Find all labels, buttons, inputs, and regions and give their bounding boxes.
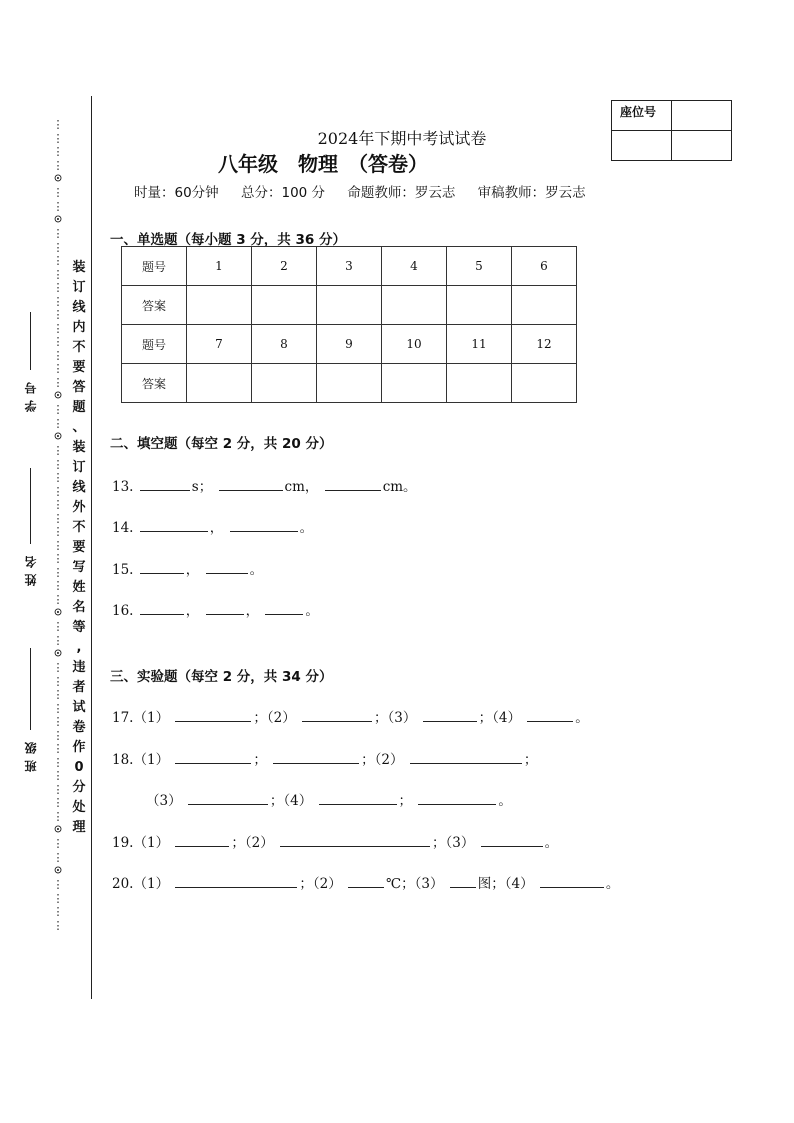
binding-notice-char: 名: [72, 600, 86, 615]
blank[interactable]: [206, 559, 248, 574]
table-row: [122, 325, 577, 364]
binding-dots: ⋮: [52, 565, 64, 579]
binding-dots: ⋮: [52, 579, 64, 592]
binding-line: [91, 96, 92, 999]
binding-dots: ⋮: [52, 348, 64, 362]
binding-dots: ⋮: [52, 362, 64, 375]
student-name-field[interactable]: [20, 468, 40, 586]
question-number: 12: [512, 325, 577, 364]
binding-dots: ⋮: [52, 335, 64, 348]
blank[interactable]: [273, 749, 359, 764]
binding-dots: ⋮: [52, 796, 64, 809]
binding-dots: ⋮: [52, 227, 64, 240]
binding-notice-char: 写: [72, 560, 86, 575]
binding-notice-char: 要: [72, 360, 86, 375]
question-number: 2: [252, 247, 317, 286]
binding-circle-icon: ⊙: [54, 429, 62, 444]
blank[interactable]: [418, 790, 496, 805]
binding-dots: ⋮: [52, 281, 64, 294]
binding-dots: ⋮: [52, 484, 64, 498]
exam-subtitle: 八年级 物理 （答卷）: [218, 152, 428, 176]
binding-notice-char: 装: [72, 440, 86, 455]
binding-dots: ⋮: [52, 186, 64, 199]
blank[interactable]: [175, 873, 297, 888]
binding-dots: ⋮: [52, 511, 64, 525]
binding-dots: ⋮: [52, 742, 64, 755]
binding-dots: ⋮: [52, 267, 64, 281]
binding-notice-char: 理: [72, 820, 86, 835]
binding-dots: ⋮: [52, 891, 64, 905]
answer-cell[interactable]: [317, 364, 382, 403]
binding-notice-char: 订: [72, 460, 86, 475]
student-name-label: 姓名: [23, 550, 38, 586]
question-number: 10: [382, 325, 447, 364]
binding-notice-char: 题: [72, 400, 86, 415]
binding-dots: ⋮: [52, 715, 64, 728]
answer-cell[interactable]: [187, 286, 252, 325]
question-14: 14. ， 。: [112, 516, 313, 536]
question-number: 8: [252, 325, 317, 364]
section-title: 三、实验题（每空 2 分，共 34 分）: [110, 669, 333, 685]
binding-dots: ⋮: [52, 525, 64, 538]
binding-notice-char: 订: [72, 280, 86, 295]
answer-cell[interactable]: [447, 364, 512, 403]
question-18: 18.（1） ； ；（2） ；: [112, 748, 537, 768]
binding-dots: ⋮: [52, 674, 64, 688]
reviewer-teacher: 审稿教师：罗云志: [477, 185, 586, 201]
binding-notice-char: 分: [72, 780, 86, 795]
binding-dots: ⋮: [52, 471, 64, 484]
binding-notice-char: 0: [74, 760, 84, 775]
binding-dots: ⋮: [52, 701, 64, 715]
blank[interactable]: [527, 707, 573, 722]
binding-notice-char: 线: [72, 300, 86, 315]
binding-circle-icon: ⊙: [54, 822, 62, 837]
binding-dots: ⋮: [52, 444, 64, 457]
question-19: 19.（1） ；（2） ；（3） 。: [112, 831, 558, 851]
time-limit: 时量：60分钟: [134, 185, 219, 201]
binding-notice-char: 、: [72, 420, 86, 435]
blank[interactable]: [175, 749, 251, 764]
answer-cell[interactable]: [317, 286, 382, 325]
section-title: 一、单选题（每小题 3 分，共 36 分）: [110, 232, 346, 248]
table-row: [122, 247, 577, 286]
binding-notice-char: 不: [72, 520, 86, 535]
question-number: 3: [317, 247, 382, 286]
row-label: 题号: [122, 325, 187, 364]
question-20: 20.（1） ；（2） ℃；（3） 图；（4） 。: [112, 872, 619, 892]
blank[interactable]: [302, 707, 372, 722]
binding-dots: ⋮: [52, 240, 64, 254]
binding-circle-icon: ⊙: [54, 646, 62, 661]
binding-notice-char: 不: [72, 340, 86, 355]
question-number: 1: [187, 247, 252, 286]
binding-notice-char: 卷: [72, 720, 86, 735]
question-18-part2: （3） ；（4） ； 。: [146, 789, 512, 809]
binding-notice-char: 要: [72, 540, 86, 555]
binding-dots: ⋮: [52, 131, 64, 145]
class-label: 班级: [23, 736, 38, 772]
binding-notice-char: 装: [72, 260, 86, 275]
binding-dots: ⋮: [52, 850, 64, 864]
blank[interactable]: [140, 600, 184, 615]
binding-dots: ⋮: [52, 755, 64, 769]
setter-teacher: 命题教师：罗云志: [347, 185, 456, 201]
binding-circle-icon: ⊙: [54, 605, 62, 620]
binding-dotted-line: [50, 118, 66, 932]
binding-dots: ⋮: [52, 294, 64, 308]
question-number: 11: [447, 325, 512, 364]
blank[interactable]: [140, 476, 190, 491]
binding-dots: ⋮: [52, 728, 64, 742]
blank[interactable]: [206, 600, 244, 615]
binding-notice-char: 线: [72, 480, 86, 495]
binding-dots: ⋮: [52, 661, 64, 674]
question-15: 15. ， 。: [112, 558, 263, 578]
exam-meta: [134, 181, 604, 201]
binding-dots: ⋮: [52, 809, 64, 823]
table-row: [122, 286, 577, 325]
question-number: 4: [382, 247, 447, 286]
blank[interactable]: [325, 476, 381, 491]
binding-circle-icon: ⊙: [54, 212, 62, 227]
binding-dots: ⋮: [52, 158, 64, 172]
binding-dots: ⋮: [52, 837, 64, 850]
blank[interactable]: [230, 517, 298, 532]
binding-dots: ⋮: [52, 199, 64, 213]
binding-dots: ⋮: [52, 620, 64, 633]
answer-cell[interactable]: [382, 364, 447, 403]
binding-circle-icon: ⊙: [54, 863, 62, 878]
blank[interactable]: [410, 749, 522, 764]
student-id-label: 学号: [23, 376, 38, 412]
binding-dots: ⋮: [52, 118, 64, 131]
binding-dots: ⋮: [52, 878, 64, 891]
binding-notice-char: 外: [72, 500, 86, 515]
binding-dots: ⋮: [52, 592, 64, 606]
answer-cell[interactable]: [512, 364, 577, 403]
binding-dots: ⋮: [52, 375, 64, 389]
blank[interactable]: [423, 707, 477, 722]
question-number: 9: [317, 325, 382, 364]
question-number: 7: [187, 325, 252, 364]
blank[interactable]: [175, 832, 229, 847]
binding-dots: ⋮: [52, 782, 64, 796]
class-field[interactable]: [20, 648, 40, 772]
row-label: 题号: [122, 247, 187, 286]
blank[interactable]: [175, 707, 251, 722]
section-title: 二、填空题（每空 2 分，共 20 分）: [110, 436, 333, 452]
blank[interactable]: [140, 517, 208, 532]
exam-title: 2024年下期中考试试卷: [317, 129, 487, 148]
blank[interactable]: [540, 873, 604, 888]
binding-dots: ⋮: [52, 308, 64, 321]
blank[interactable]: [280, 832, 430, 847]
blank[interactable]: [319, 790, 397, 805]
blank[interactable]: [481, 832, 543, 847]
binding-dots: ⋮: [52, 538, 64, 552]
binding-dots: ⋮: [52, 457, 64, 471]
answer-cell[interactable]: [382, 286, 447, 325]
binding-dots: ⋮: [52, 552, 64, 565]
binding-dots: ⋮: [52, 918, 64, 932]
blank[interactable]: [450, 873, 476, 888]
blank[interactable]: [140, 559, 184, 574]
blank[interactable]: [348, 873, 384, 888]
student-id-field[interactable]: [20, 312, 40, 412]
answer-cell[interactable]: [447, 286, 512, 325]
answer-cell[interactable]: [252, 286, 317, 325]
binding-dots: ⋮: [52, 403, 64, 416]
binding-notice-char: 作: [72, 740, 86, 755]
answer-cell[interactable]: [187, 364, 252, 403]
answer-table: [121, 246, 577, 403]
binding-notice-char: 者: [72, 680, 86, 695]
binding-circle-icon: ⊙: [54, 171, 62, 186]
blank[interactable]: [219, 476, 283, 491]
binding-notice-char: ,: [76, 640, 82, 655]
blank[interactable]: [265, 600, 303, 615]
binding-dots: ⋮: [52, 769, 64, 782]
blank[interactable]: [188, 790, 268, 805]
binding-dots: ⋮: [52, 321, 64, 335]
binding-dots: ⋮: [52, 633, 64, 647]
answer-label: 答案: [122, 286, 187, 325]
answer-cell[interactable]: [252, 364, 317, 403]
question-number: 6: [512, 247, 577, 286]
answer-cell[interactable]: [512, 286, 577, 325]
binding-circle-icon: ⊙: [54, 388, 62, 403]
question-16: 16. ， ， 。: [112, 599, 319, 619]
table-row: [122, 364, 577, 403]
binding-notice-char: 试: [72, 700, 86, 715]
binding-dots: ⋮: [52, 688, 64, 701]
binding-dots: ⋮: [52, 498, 64, 511]
binding-dots: ⋮: [52, 905, 64, 918]
question-13: 13. s； cm， cm。: [112, 475, 417, 495]
binding-notice-char: 内: [72, 320, 86, 335]
question-number: 5: [447, 247, 512, 286]
question-17: 17.（1） ；（2） ；（3） ；（4） 。: [112, 706, 589, 726]
seat-number-label: 座位号: [612, 101, 672, 131]
binding-notice-char: 违: [72, 660, 86, 675]
answer-label: 答案: [122, 364, 187, 403]
binding-dots: ⋮: [52, 254, 64, 267]
total-score: 总分：100 分: [240, 185, 326, 201]
binding-notice-char: 处: [72, 800, 86, 815]
binding-notice-char: 等: [72, 620, 86, 635]
binding-notice-char: 姓: [72, 580, 86, 595]
binding-notice-char: 答: [72, 380, 86, 395]
binding-dots: ⋮: [52, 416, 64, 430]
binding-notice: [70, 258, 88, 838]
binding-dots: ⋮: [52, 145, 64, 158]
